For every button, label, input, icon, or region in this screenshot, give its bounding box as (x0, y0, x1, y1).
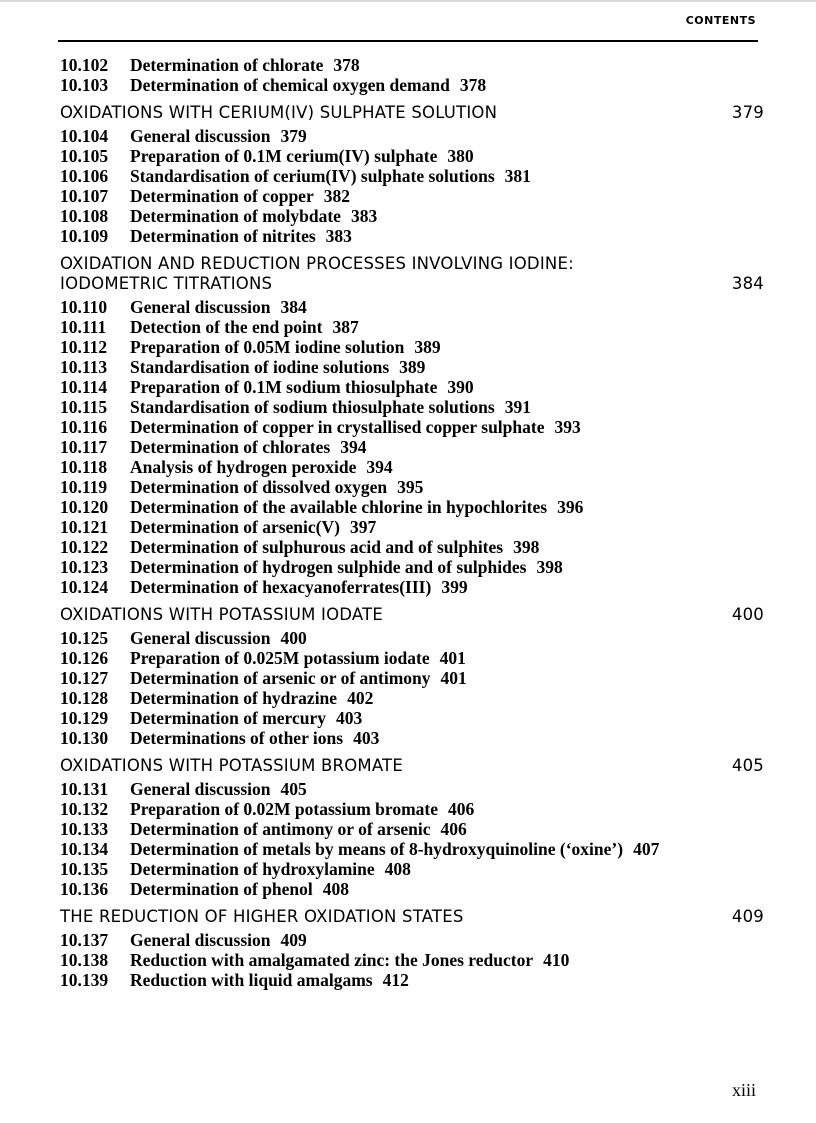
entry-number: 10.119 (60, 477, 108, 497)
section-page: 405 (731, 756, 764, 775)
entry-page: 387 (332, 317, 359, 337)
entry-title-wrap (130, 879, 760, 899)
toc-entry (60, 297, 760, 317)
toc-entry (60, 537, 760, 557)
entry-number: 10.139 (60, 970, 109, 990)
section-heading (60, 103, 764, 123)
entry-number: 10.130 (60, 728, 109, 748)
entry-number: 10.102 (60, 55, 109, 75)
entry-number: 10.137 (60, 930, 109, 950)
entry-title: Determination of dissolved oxygen (130, 477, 388, 497)
top-edge-rule (0, 0, 816, 2)
toc-content (60, 55, 764, 990)
entry-title: Determination of sulphurous acid and of sulphites (130, 537, 504, 557)
entry-number: 10.105 (60, 146, 109, 166)
entry-number: 10.136 (60, 879, 109, 899)
entry-title: Determination of molybdate (130, 206, 341, 226)
entry-number: 10.124 (60, 577, 109, 597)
entry-number: 10.107 (60, 186, 109, 206)
entry-title: General discussion (130, 628, 271, 648)
entry-title: Standardisation of cerium(IV) sulphate solutions (130, 166, 495, 186)
entry-page: 395 (397, 477, 424, 497)
entry-title-wrap (130, 397, 760, 417)
entry-title: General discussion (130, 126, 271, 146)
running-header: CONTENTS (685, 14, 756, 27)
entry-title-wrap (130, 577, 760, 597)
entry-page: 394 (340, 437, 367, 457)
entry-page: 391 (504, 397, 531, 417)
entry-title: Determinations of other ions (130, 728, 344, 748)
entry-number: 10.123 (60, 557, 109, 577)
toc-entry (60, 417, 760, 437)
entry-title: Determination of arsenic(V) (130, 517, 340, 537)
toc-entry (60, 859, 760, 879)
entry-title-wrap (130, 206, 760, 226)
entry-number: 10.118 (60, 457, 108, 477)
entry-title-wrap (130, 126, 760, 146)
toc-entry (60, 688, 760, 708)
section-page: 400 (731, 605, 764, 624)
entry-title-wrap (130, 688, 760, 708)
entry-title-wrap (130, 337, 760, 357)
entry-number: 10.103 (60, 75, 109, 95)
toc-entry (60, 839, 760, 859)
toc-entry (60, 186, 760, 206)
entry-title: Preparation of 0.05M iodine solution (130, 337, 405, 357)
entry-title-wrap (130, 226, 760, 246)
toc-entry (60, 648, 760, 668)
entry-title: General discussion (130, 930, 271, 950)
section-title: OXIDATIONS WITH POTASSIUM BROMATE (60, 756, 403, 775)
entry-page: 399 (441, 577, 468, 597)
entry-number: 10.134 (60, 839, 109, 859)
entry-title: Determination of arsenic or of antimony (130, 668, 431, 688)
entry-title: Detection of the end point (130, 317, 323, 337)
entry-title-wrap (130, 799, 760, 819)
toc-entry (60, 728, 760, 748)
entry-title-wrap (130, 297, 760, 317)
section-title-line2: IODOMETRIC TITRATIONS (60, 274, 273, 293)
toc-entry (60, 497, 760, 517)
entry-title: Determination of hydroxylamine (130, 859, 375, 879)
entry-title-wrap (130, 186, 760, 206)
entry-title-wrap (130, 517, 760, 537)
entry-number: 10.132 (60, 799, 109, 819)
toc-entry (60, 166, 760, 186)
toc-entry (60, 437, 760, 457)
entry-page: 403 (353, 728, 380, 748)
entry-page: 406 (440, 819, 467, 839)
toc-entry (60, 970, 760, 990)
entry-title-wrap (130, 146, 760, 166)
entry-title: Determination of mercury (130, 708, 327, 728)
entry-page: 402 (347, 688, 374, 708)
entry-title-wrap (130, 839, 760, 859)
entry-number: 10.128 (60, 688, 109, 708)
section-title: OXIDATIONS WITH CERIUM(IV) SULPHATE SOLUTION (60, 103, 498, 122)
toc-entry (60, 75, 760, 95)
entry-title-wrap (130, 317, 760, 337)
entry-page: 389 (399, 357, 426, 377)
entry-page: 382 (323, 186, 350, 206)
entry-title: Determination of hydrogen sulphide and of sulphides (130, 557, 527, 577)
toc-entry (60, 397, 760, 417)
entry-title-wrap (130, 457, 760, 477)
entry-page: 410 (543, 950, 570, 970)
entry-title-wrap (130, 477, 760, 497)
entry-page: 407 (633, 839, 660, 859)
entry-page: 389 (414, 337, 441, 357)
entry-title: Determination of hydrazine (130, 688, 338, 708)
section-title: THE REDUCTION OF HIGHER OXIDATION STATES (60, 907, 464, 926)
toc-entry (60, 779, 760, 799)
entry-title: Determination of copper in crystallised copper sulphate (130, 417, 545, 437)
entry-page: 403 (336, 708, 363, 728)
toc-entry (60, 628, 760, 648)
section-heading (60, 907, 764, 927)
entry-title-wrap (130, 55, 760, 75)
entry-title-wrap (130, 779, 760, 799)
entry-page: 378 (333, 55, 360, 75)
entry-title-wrap (130, 166, 760, 186)
entry-number: 10.131 (60, 779, 109, 799)
toc-entry (60, 708, 760, 728)
entry-title: Standardisation of iodine solutions (130, 357, 390, 377)
entry-title-wrap (130, 417, 760, 437)
entry-title: General discussion (130, 297, 271, 317)
entry-number: 10.104 (60, 126, 109, 146)
section-page: 384 (731, 274, 764, 293)
entry-title-wrap (130, 537, 760, 557)
toc-entry (60, 799, 760, 819)
entry-title: Determination of hexacyanoferrates(III) (130, 577, 432, 597)
toc-entry (60, 577, 760, 597)
entry-page: 397 (349, 517, 377, 537)
entry-title: Determination of nitrites (130, 226, 316, 246)
entry-title-wrap (130, 628, 760, 648)
entry-number: 10.126 (60, 648, 109, 668)
entry-title-wrap (130, 859, 760, 879)
toc-entry (60, 950, 760, 970)
toc-entry (60, 668, 760, 688)
entry-title-wrap (130, 437, 760, 457)
toc-entry (60, 206, 760, 226)
entry-number: 10.127 (60, 668, 109, 688)
section-title: OXIDATIONS WITH POTASSIUM IODATE (60, 605, 384, 624)
entry-title: Reduction with liquid amalgams (130, 970, 373, 990)
entry-page: 400 (280, 628, 307, 648)
entry-title: Reduction with amalgamated zinc: the Jones reductor (130, 950, 534, 970)
entry-title-wrap (130, 950, 760, 970)
entry-number: 10.115 (60, 397, 108, 417)
toc-entry (60, 337, 760, 357)
entry-title-wrap (130, 930, 760, 950)
toc-entry (60, 457, 760, 477)
entry-number: 10.109 (60, 226, 109, 246)
toc-entry (60, 879, 760, 899)
entry-title-wrap (130, 357, 760, 377)
entry-title: Determination of phenol (130, 879, 313, 899)
section-page: 379 (731, 103, 764, 122)
entry-title: Preparation of 0.1M cerium(IV) sulphate (130, 146, 438, 166)
entry-title: Determination of chlorates (130, 437, 331, 457)
section-title: OXIDATION AND REDUCTION PROCESSES INVOLVING IODINE: (60, 254, 574, 273)
entry-title: Determination of copper (130, 186, 314, 206)
entry-number: 10.110 (60, 297, 108, 317)
toc-entry (60, 517, 760, 537)
entry-title-wrap (130, 728, 760, 748)
entry-page: 378 (459, 75, 487, 95)
entry-title-wrap (130, 377, 760, 397)
entry-page: 383 (325, 226, 352, 246)
toc-entry (60, 55, 760, 75)
header-rule (58, 40, 758, 42)
entry-page: 406 (448, 799, 475, 819)
entry-title-wrap (130, 819, 760, 839)
entry-title-wrap (130, 970, 760, 990)
entry-number: 10.112 (60, 337, 108, 357)
entry-number: 10.125 (60, 628, 109, 648)
entry-number: 10.113 (60, 357, 108, 377)
entry-title: Determination of chlorate (130, 55, 324, 75)
entry-page: 384 (280, 297, 307, 317)
toc-entry (60, 317, 760, 337)
entry-page: 396 (557, 497, 584, 517)
entry-title: Standardisation of sodium thiosulphate solutions (130, 397, 495, 417)
entry-page: 381 (504, 166, 531, 186)
entry-number: 10.122 (60, 537, 109, 557)
entry-number: 10.135 (60, 859, 109, 879)
entry-page: 408 (384, 859, 411, 879)
section-heading (60, 605, 764, 625)
entry-number: 10.108 (60, 206, 109, 226)
entry-number: 10.117 (60, 437, 108, 457)
entry-title: Preparation of 0.025M potassium iodate (130, 648, 430, 668)
entry-title-wrap (130, 557, 760, 577)
entry-number: 10.114 (60, 377, 108, 397)
entry-title-wrap (130, 75, 760, 95)
toc-entry (60, 377, 760, 397)
entry-number: 10.121 (60, 517, 109, 537)
entry-page: 398 (536, 557, 563, 577)
entry-page: 405 (280, 779, 307, 799)
entry-page: 408 (322, 879, 350, 899)
entry-page: 394 (366, 457, 393, 477)
toc-entry (60, 557, 760, 577)
toc-entry (60, 477, 760, 497)
entry-page: 401 (439, 648, 466, 668)
entry-number: 10.116 (60, 417, 108, 437)
entry-page: 379 (280, 126, 307, 146)
entry-page: 398 (513, 537, 540, 557)
entry-page: 401 (440, 668, 467, 688)
entry-number: 10.106 (60, 166, 109, 186)
entry-page: 390 (447, 377, 474, 397)
toc-entry (60, 930, 760, 950)
entry-title-wrap (130, 648, 760, 668)
entry-number: 10.138 (60, 950, 109, 970)
entry-title: Determination of the available chlorine in hypochlorites (130, 497, 548, 517)
entry-page: 383 (350, 206, 378, 226)
entry-title-wrap (130, 668, 760, 688)
entry-title: Preparation of 0.1M sodium thiosulphate (130, 377, 438, 397)
entry-title: Analysis of hydrogen peroxide (130, 457, 357, 477)
toc-entry (60, 146, 760, 166)
entry-title: Determination of metals by means of 8-hydroxyquinoline (‘oxine’) (130, 839, 624, 859)
entry-title: Preparation of 0.02M potassium bromate (130, 799, 439, 819)
entry-page: 380 (447, 146, 474, 166)
entry-number: 10.133 (60, 819, 109, 839)
toc-entry (60, 226, 760, 246)
section-page: 409 (731, 907, 764, 926)
entry-number: 10.111 (60, 317, 107, 337)
entry-title-wrap (130, 708, 760, 728)
section-heading (60, 254, 764, 294)
entry-title: General discussion (130, 779, 271, 799)
entry-page: 393 (554, 417, 581, 437)
entry-number: 10.120 (60, 497, 109, 517)
toc-entry (60, 819, 760, 839)
entry-page: 409 (280, 930, 307, 950)
entry-title-wrap (130, 497, 760, 517)
section-heading (60, 756, 764, 776)
page-folio: xiii (731, 1080, 756, 1100)
toc-entry (60, 126, 760, 146)
entry-title: Determination of chemical oxygen demand (130, 75, 450, 95)
entry-page: 412 (382, 970, 409, 990)
entry-title: Determination of antimony or of arsenic (130, 819, 431, 839)
toc-entry (60, 357, 760, 377)
entry-number: 10.129 (60, 708, 109, 728)
